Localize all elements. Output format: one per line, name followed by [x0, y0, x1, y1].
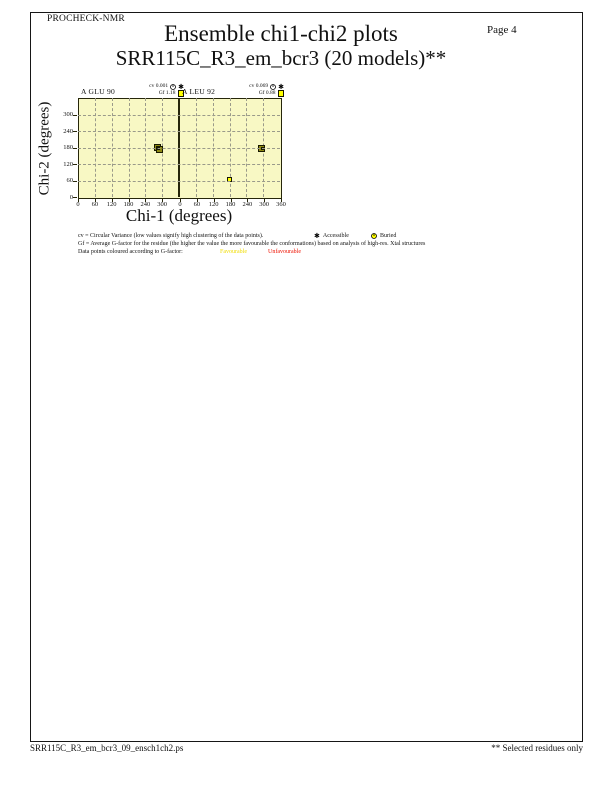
y-tick — [73, 197, 77, 198]
footnote-cv: cv = Circular Variance (low values signify high clustering of the data points). — [78, 233, 264, 239]
asterisk-icon: ✱ — [278, 82, 284, 91]
cv-row — [236, 83, 284, 90]
asterisk-icon: ✱ — [178, 82, 184, 91]
gf-row — [236, 90, 284, 97]
x-tick-label: 180 — [225, 201, 236, 208]
y-tick-label: 0 — [69, 193, 73, 201]
clock-icon — [170, 84, 176, 90]
x-tick-label: 0 — [178, 201, 182, 208]
residue-title: A LEU 92 — [182, 87, 216, 96]
gridline — [78, 164, 280, 165]
page-title: Ensemble chi1-chi2 plots — [164, 21, 398, 46]
gridline — [78, 148, 280, 149]
cv-value: cv 0.001 — [149, 83, 169, 89]
favourable-label: Favourable — [220, 249, 247, 255]
x-tick-label: 120 — [208, 201, 219, 208]
gf-value: Gf 1.18 — [158, 90, 176, 96]
asterisk-icon: ✱ — [314, 232, 320, 240]
y-tick — [73, 115, 77, 116]
y-tick-label: 60 — [66, 177, 73, 184]
x-tick-label: 240 — [242, 201, 253, 208]
y-tick-label: 300 — [63, 111, 73, 118]
cv-row — [136, 83, 184, 90]
x-tick-label: 60 — [91, 201, 99, 208]
square-marker-icon — [278, 90, 285, 97]
clock-icon — [371, 233, 377, 239]
x-tick-label: 0 — [76, 201, 80, 208]
x-tick-label: 180 — [123, 201, 134, 208]
x-axis-label: Chi-1 (degrees) — [125, 206, 233, 225]
residue-title: A GLU 90 — [81, 87, 116, 96]
chi1-chi2-plot — [63, 82, 286, 208]
app-name: PROCHECK-NMR — [47, 14, 125, 24]
y-tick-label: 180 — [63, 144, 73, 151]
cv-value: cv 0.069 — [249, 83, 269, 89]
gridline — [78, 131, 280, 132]
x-tick-label: 120 — [106, 201, 117, 208]
footnote-gf: Gf = Average G-factor for the residue (the higher the value the more favourable the conformations) based on analysis of high-res. Xtal structures — [78, 241, 426, 247]
buried-label: Buried — [380, 233, 397, 239]
x-tick-label: 300 — [157, 201, 168, 208]
x-tick-label: 60 — [193, 201, 201, 208]
y-tick — [73, 148, 77, 149]
footnote-colour: Data points coloured according to G-factor: — [78, 249, 183, 255]
x-tick-label: 300 — [259, 201, 270, 208]
gridline — [78, 181, 280, 182]
page-subtitle: SRR115C_R3_em_bcr3 (20 models)** — [115, 46, 447, 70]
footer-filename: SRR115C_R3_em_bcr3_09_ensch1ch2.ps — [30, 743, 184, 753]
clock-icon — [270, 84, 276, 90]
x-tick-label: 240 — [140, 201, 151, 208]
page-number: Page 4 — [487, 24, 517, 36]
gf-row — [136, 90, 184, 97]
gf-value: Gf 0.88 — [258, 90, 276, 96]
y-tick-label: 120 — [63, 160, 73, 168]
gridline — [78, 115, 280, 116]
subplot-legend — [236, 83, 284, 97]
footnote-buried — [371, 233, 396, 239]
y-tick-label: 240 — [63, 127, 73, 135]
accessible-label: Accessible — [322, 233, 349, 239]
unfavourable-label: Unfavourable — [268, 249, 301, 255]
y-tick — [73, 131, 77, 132]
footer-note: ** Selected residues only — [491, 743, 583, 753]
subplot-legend — [136, 83, 184, 97]
y-axis-label: Chi-2 (degrees) — [36, 101, 53, 195]
x-tick-label: 360 — [276, 201, 286, 208]
y-tick — [73, 181, 77, 182]
y-tick — [73, 164, 77, 165]
footnote-accessible — [314, 233, 349, 239]
